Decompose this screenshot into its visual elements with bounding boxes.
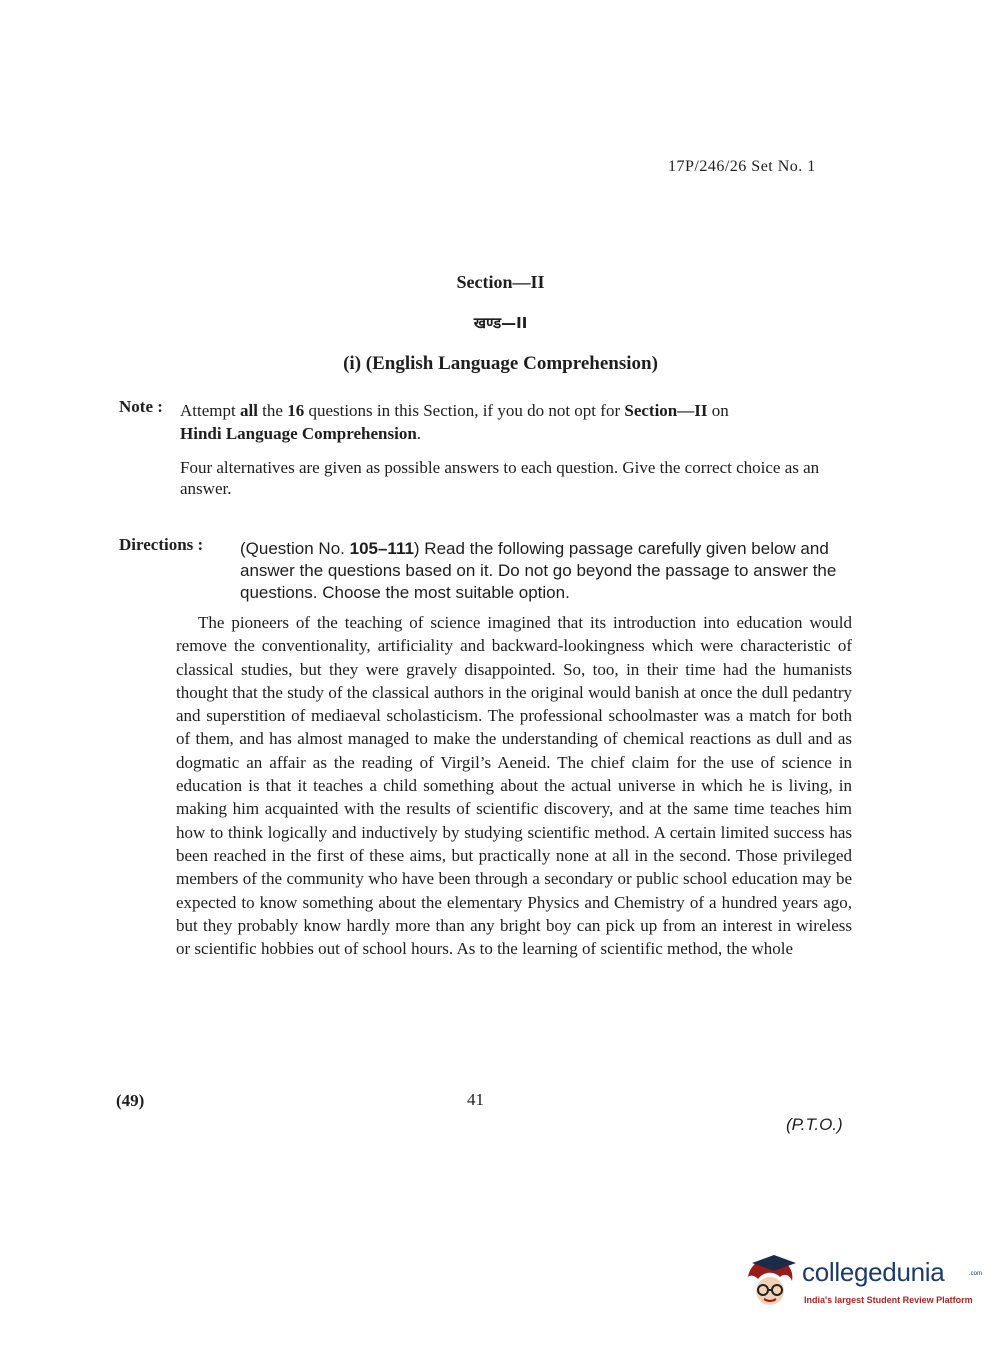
mascot-logo-icon [744, 1253, 800, 1311]
section-title: Section—II [456, 272, 545, 292]
page-number: 41 [467, 1090, 484, 1109]
hindi-section-title: खण्ड—II [473, 314, 528, 332]
brand-domain: .com [969, 1271, 983, 1277]
directions-text: (Question No. 105–111) Read the following passage carefully given below and answer the questions based on it. Do not go beyond the passage to answer the questions. Choose the most suitable option. [240, 539, 837, 602]
page-code: (49) [116, 1091, 145, 1110]
note-text: Attempt all the 16 questions in this Section, if you do not opt for Section—II on Hindi Language Comprehension. [180, 401, 729, 443]
brand-tagline: India's largest Student Review Platform [804, 1295, 973, 1305]
note-label: Note : [119, 397, 163, 416]
collegedunia-watermark [744, 1253, 983, 1315]
set-number: 17P/246/26 Set No. 1 [668, 158, 816, 175]
pto-marker: (P.T.O.) [786, 1115, 843, 1134]
comprehension-passage: The pioneers of the teaching of science imagined that its introduction into education would remove the conventionality, artificiality and backward-lookingness which were characteristic of classical studies, but they were gravely disappointed. So, too, in their time had the humanists thought that the study of the classical authors in the original would banish at once the dull pedantry and superstition of mediaeval scholasticism. The professional schoolmaster was a match for both of them, and has almost managed to make the understanding of chemical reactions as dull and as dogmatic an affair as the reading of Virgil’s Aeneid. The chief claim for the use of science in education is that it teaches a child something about the actual universe in which he is living, in making him acquainted with the results of scientific discovery, and at the same time teaches him how to think logically and inductively by studying scientific method. A certain limited success has been reached in the first of these aims, but practically none at all in the second. Those privileged members of the community who have been through a secondary or public school education may be expected to know something about the elementary Physics and Chemistry of a hundred years ago, but they probably know hardly more than any bright boy can pick up from an interest in wireless or scientific hobbies out of school hours. As to the learning of scientific method, the whole [176, 613, 852, 959]
brand-name: collegedunia [802, 1257, 945, 1287]
note-instructions: Four alternatives are given as possible answers to each question. Give the correct choice as an answer. [180, 458, 820, 498]
section-subtitle: (i) (English Language Comprehension) [343, 353, 658, 374]
directions-label: Directions : [119, 535, 204, 554]
